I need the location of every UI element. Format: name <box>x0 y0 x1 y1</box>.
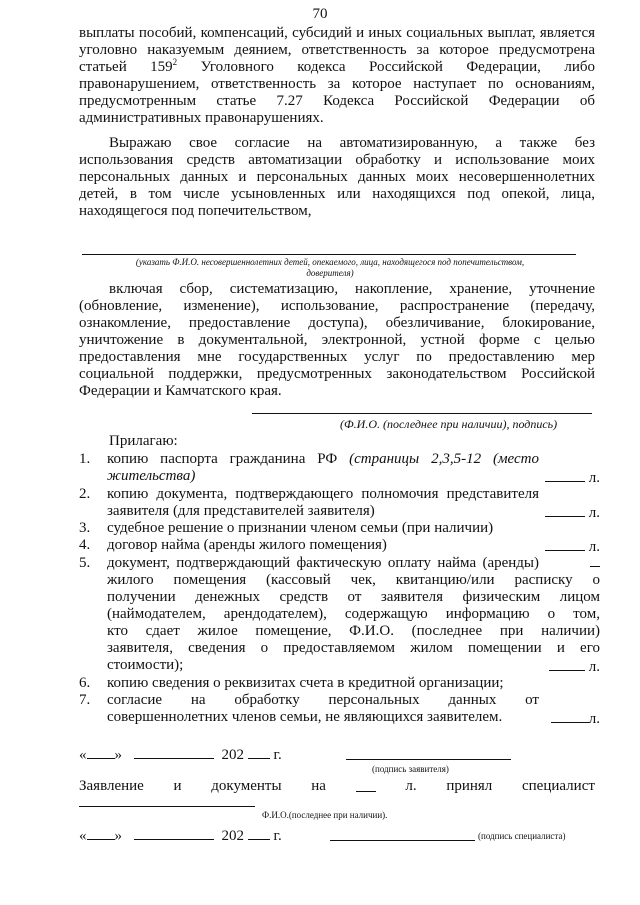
warning-line-2: уголовно наказуемым деянием, ответственность за которое предусмотрена <box>79 42 595 58</box>
consent-line-1: Выражаю свое согласие на автоматизированную, а также без <box>109 135 595 151</box>
item-5-number: 5. <box>79 555 91 571</box>
item-2-line-1: копию документа, подтверждающего полномочия представителя <box>107 486 539 502</box>
warning-line-1: выплаты пособий, компенсаций, субсидий и иных социальных выплат, является <box>79 25 595 41</box>
item-1-pages[interactable]: л. <box>545 468 600 487</box>
children-fio-line[interactable] <box>82 254 576 255</box>
consent-line-5: находящегося под попечительством, <box>79 203 312 219</box>
consent-line-4: детей, в том числе усыновленных или находящихся под опекой, лица, <box>79 186 595 202</box>
item-5-line-7: стоимости); <box>107 657 184 673</box>
warning-line-4: правонарушением, ответственность за которое наступает по основаниям, <box>79 76 595 92</box>
item-5-line-6: заявителя, сведения о предоставляемом жилом помещении и его <box>107 640 600 656</box>
processing-line-2: (обновление, изменение), использование, распространение (передачу, <box>79 298 595 314</box>
item-5-line-2: жилого помещения (кассовый чек, квитанцию/или расписку о <box>107 572 600 588</box>
warning-line-5: предусмотренным статье 7.27 Кодекса Российской Федерации об <box>79 93 595 109</box>
item-6-number: 6. <box>79 675 91 691</box>
item-5-line-4: (наймодателем, арендодателем), содержащую информацию о том, <box>107 606 600 622</box>
caption-fio: Ф.И.О.(последнее при наличии). <box>262 810 388 820</box>
processing-line-5: предоставления мне государственных услуг по предоставлению мер <box>79 349 595 365</box>
item-1-line-1: копию паспорта гражданина РФ (страницы 2,3,5-12 (место <box>107 451 540 467</box>
caption-applicant: (подпись заявителя) <box>372 764 449 774</box>
item-4-line-1: договор найма (аренды жилого помещения) <box>107 537 387 553</box>
processing-line-6: социальной поддержки, предусмотренных законодательством Российской <box>79 366 595 382</box>
item-6-line-1: копию сведения о реквизитах счета в кредитной организации; <box>107 675 504 691</box>
warning-line-3 <box>79 59 595 76</box>
item-7-pages[interactable]: л. <box>551 709 600 728</box>
item-2-pages[interactable]: л. <box>545 503 600 522</box>
item-5-line-5: кто сдает жилое помещение, Ф.И.О. (последнее при наличии) <box>107 623 600 639</box>
word-statey: статьей <box>79 59 127 75</box>
item-4-pages[interactable]: л. <box>545 537 600 556</box>
item-1-number: 1. <box>79 451 91 467</box>
item-2-line-2: заявителя (для представителей заявителя) <box>107 503 375 519</box>
applicant-signature-line[interactable] <box>346 759 511 760</box>
item-4-number: 4. <box>79 537 91 553</box>
warning-line-6: административных правонарушениях. <box>79 110 324 126</box>
item-3-line-1: судебное решение о признании членом семьи (при наличии) <box>107 520 494 536</box>
caption-signature: (Ф.И.О. (последнее при наличии), подпись) <box>340 417 558 431</box>
caption-children-2: доверителя) <box>306 268 354 278</box>
article-number: $159^2$ <box>150 57 178 75</box>
caption-specialist: (подпись специалиста) <box>478 831 566 841</box>
item-5-line-3: получении денежных средств от заявителя физическим лицом <box>107 589 600 605</box>
consent-line-3: персональных данных и персональных данных моих несовершеннолетних <box>79 169 595 185</box>
processing-line-3: ознакомление, предоставление доступа), обезличивание, блокирование, <box>79 315 595 331</box>
accepted-line: Заявление и документы на л. принял специалист <box>79 778 595 794</box>
processing-line-7: Федерации и Камчатского края. <box>79 383 282 399</box>
processing-line-4: уничтожение в документальной, электронной, устной форме с целью <box>79 332 595 348</box>
item-7-number: 7. <box>79 692 91 708</box>
item-1-pages-note: (страницы 2,3,5-12 (место <box>349 451 540 467</box>
item-5-line-1: документ, подтверждающий фактическую оплату найма (аренды) <box>107 555 539 571</box>
warning-line-3-rest: Уголовного кодекса Российской Федерации, либо <box>200 59 595 75</box>
item-5-dash <box>590 555 600 567</box>
item-2-number: 2. <box>79 486 91 502</box>
specialist-fio-line[interactable] <box>79 806 255 807</box>
applicant-date[interactable]: « » 202 г. <box>79 747 282 763</box>
specialist-date[interactable]: « » 202 г. <box>79 828 282 844</box>
item-7-line-2: совершеннолетних членов семьи, не являющихся заявителем. <box>107 709 503 725</box>
item-3-number: 3. <box>79 520 91 536</box>
page-number: 70 <box>312 6 328 22</box>
signature-line[interactable] <box>252 413 592 414</box>
item-1-line-2: жительства) <box>107 468 196 484</box>
item-5-pages[interactable]: л. <box>549 657 600 676</box>
consent-line-2: использования средств автоматизации обработку и использование моих <box>79 152 595 168</box>
processing-line-1: включая сбор, систематизацию, накопление, хранение, уточнение <box>109 281 595 297</box>
specialist-signature-line[interactable] <box>330 840 475 841</box>
item-7-line-1: согласие на обработку персональных данных от <box>107 692 539 708</box>
caption-children-1: (указать Ф.И.О. несовершеннолетних детей, опекаемого, лица, находящегося под попечительством, <box>135 257 525 267</box>
attach-heading: Прилагаю: <box>109 433 178 449</box>
pages-count-blank[interactable] <box>356 778 376 792</box>
